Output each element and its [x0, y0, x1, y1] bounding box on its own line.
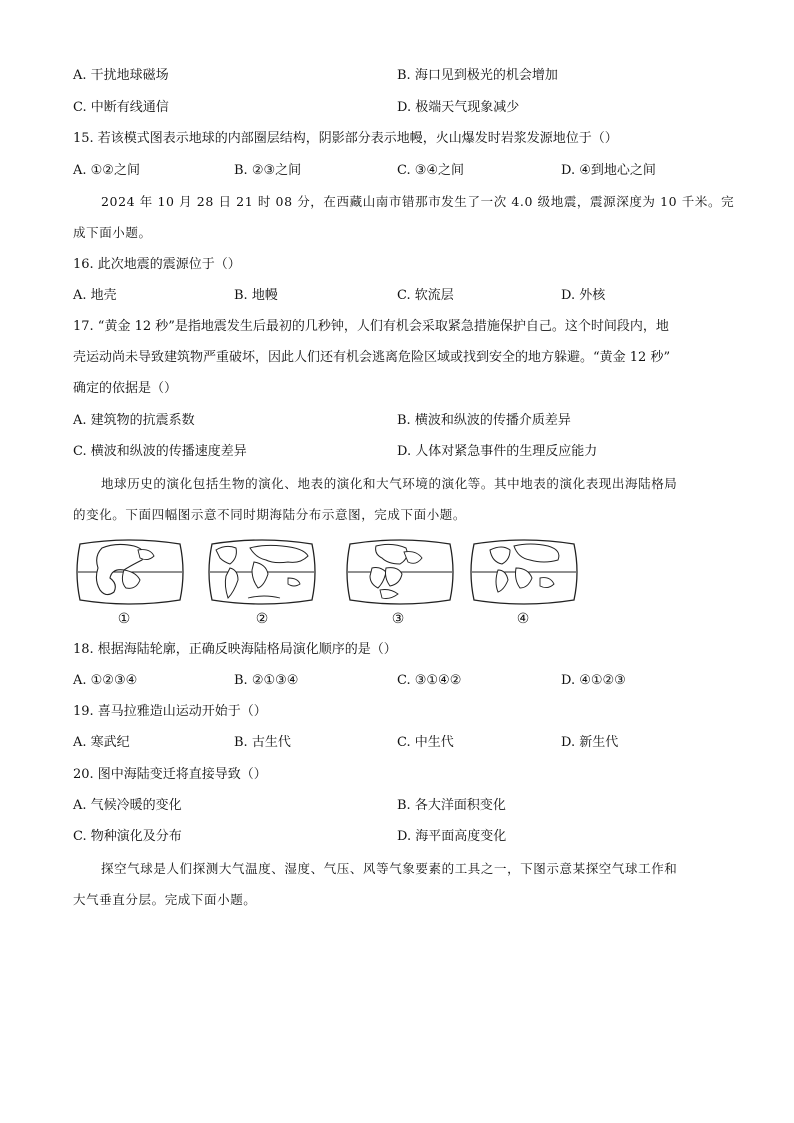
q18-option-d: D. ④①②③	[561, 673, 626, 688]
q19-option-b: B. 古生代	[234, 735, 291, 750]
q20-option-d: D. 海平面高度变化	[397, 829, 507, 844]
q19-option-d: D. 新生代	[561, 735, 619, 750]
q15-option-d: D. ④到地心之间	[561, 163, 656, 178]
passage-1-line-2: 成下面小题。	[73, 225, 152, 240]
q16-option-d: D. 外核	[561, 288, 606, 303]
q19-option-a: A. 寒武纪	[73, 735, 130, 750]
q20-option-b: B. 各大洋面积变化	[397, 798, 506, 813]
q17-option-c: C. 横波和纵波的传播速度差异	[73, 444, 247, 459]
q18-stem: 18. 根据海陆轮廓，正确反映海陆格局演化顺序的是（）	[73, 642, 397, 657]
map-1-label: ①	[117, 611, 131, 627]
q17-option-b: B. 横波和纵波的传播介质差异	[397, 413, 571, 428]
q20-option-a: A. 气候冷暖的变化	[73, 798, 182, 813]
q17-option-d: D. 人体对紧急事件的生理反应能力	[397, 444, 598, 459]
q18-option-a: A. ①②③④	[73, 673, 138, 688]
q16-option-c: C. 软流层	[397, 288, 454, 303]
q14-option-a: A. 干扰地球磁场	[73, 68, 169, 83]
q15-option-c: C. ③④之间	[397, 163, 465, 178]
sea-land-maps-figure	[72, 538, 530, 630]
passage-2-line-2: 的变化。下面四幅图示意不同时期海陆分布示意图，完成下面小题。	[73, 507, 467, 522]
passage-3-line-1: 探空气球是人们探测大气温度、湿度、气压、风等气象要素的工具之一，下图示意某探空气球工作和	[101, 861, 678, 876]
map-4-label: ④	[516, 611, 530, 627]
q19-stem: 19. 喜马拉雅造山运动开始于（）	[73, 704, 267, 719]
q17-stem-line-3: 确定的依据是（）	[73, 381, 178, 396]
q15-stem: 15. 若该模式图表示地球的内部圈层结构，阴影部分表示地幔，火山爆发时岩浆发源地位于（）	[73, 131, 618, 146]
map-3-label: ③	[391, 611, 405, 627]
q18-option-c: C. ③①④②	[397, 673, 462, 688]
map-3-breakup	[346, 538, 454, 606]
q14-option-b: B. 海口见到极光的机会增加	[397, 68, 558, 83]
map-2-modern	[208, 538, 316, 606]
q16-option-b: B. 地幔	[234, 288, 278, 303]
q20-stem: 20. 图中海陆变迁将直接导致（）	[73, 767, 267, 782]
map-2-label: ②	[255, 611, 269, 627]
map-1-pangaea	[76, 538, 184, 606]
q15-option-b: B. ②③之间	[234, 163, 302, 178]
q16-option-a: A. 地壳	[73, 288, 117, 303]
passage-2-line-1: 地球历史的演化包括生物的演化、地表的演化和大气环境的演化等。其中地表的演化表现出海陆格局	[101, 476, 678, 491]
q17-option-a: A. 建筑物的抗震系数	[73, 413, 195, 428]
q15-option-a: A. ①②之间	[73, 163, 140, 178]
q17-stem-line-1: 17. “黄金 12 秒”是指地震发生后最初的几秒钟，人们有机会采取紧急措施保护自己。这个时间段内，地	[73, 319, 669, 334]
q17-stem-line-2: 壳运动尚未导致建筑物严重破坏，因此人们还有机会逃离危险区域或找到安全的地方躲避。“黄金 12 秒”	[73, 350, 671, 365]
q18-option-b: B. ②①③④	[234, 673, 299, 688]
map-4-drift	[470, 538, 578, 606]
q14-option-c: C. 中断有线通信	[73, 100, 169, 115]
passage-3-line-2: 大气垂直分层。完成下面小题。	[73, 892, 257, 907]
q14-option-d: D. 极端天气现象减少	[397, 100, 520, 115]
passage-1-line-1: 2024 年 10 月 28 日 21 时 08 分，在西藏山南市错那市发生了一次 4.0 级地震，震源深度为 10 千米。完	[101, 194, 735, 209]
q16-stem: 16. 此次地震的震源位于（）	[73, 257, 241, 272]
q20-option-c: C. 物种演化及分布	[73, 829, 182, 844]
q19-option-c: C. 中生代	[397, 735, 454, 750]
